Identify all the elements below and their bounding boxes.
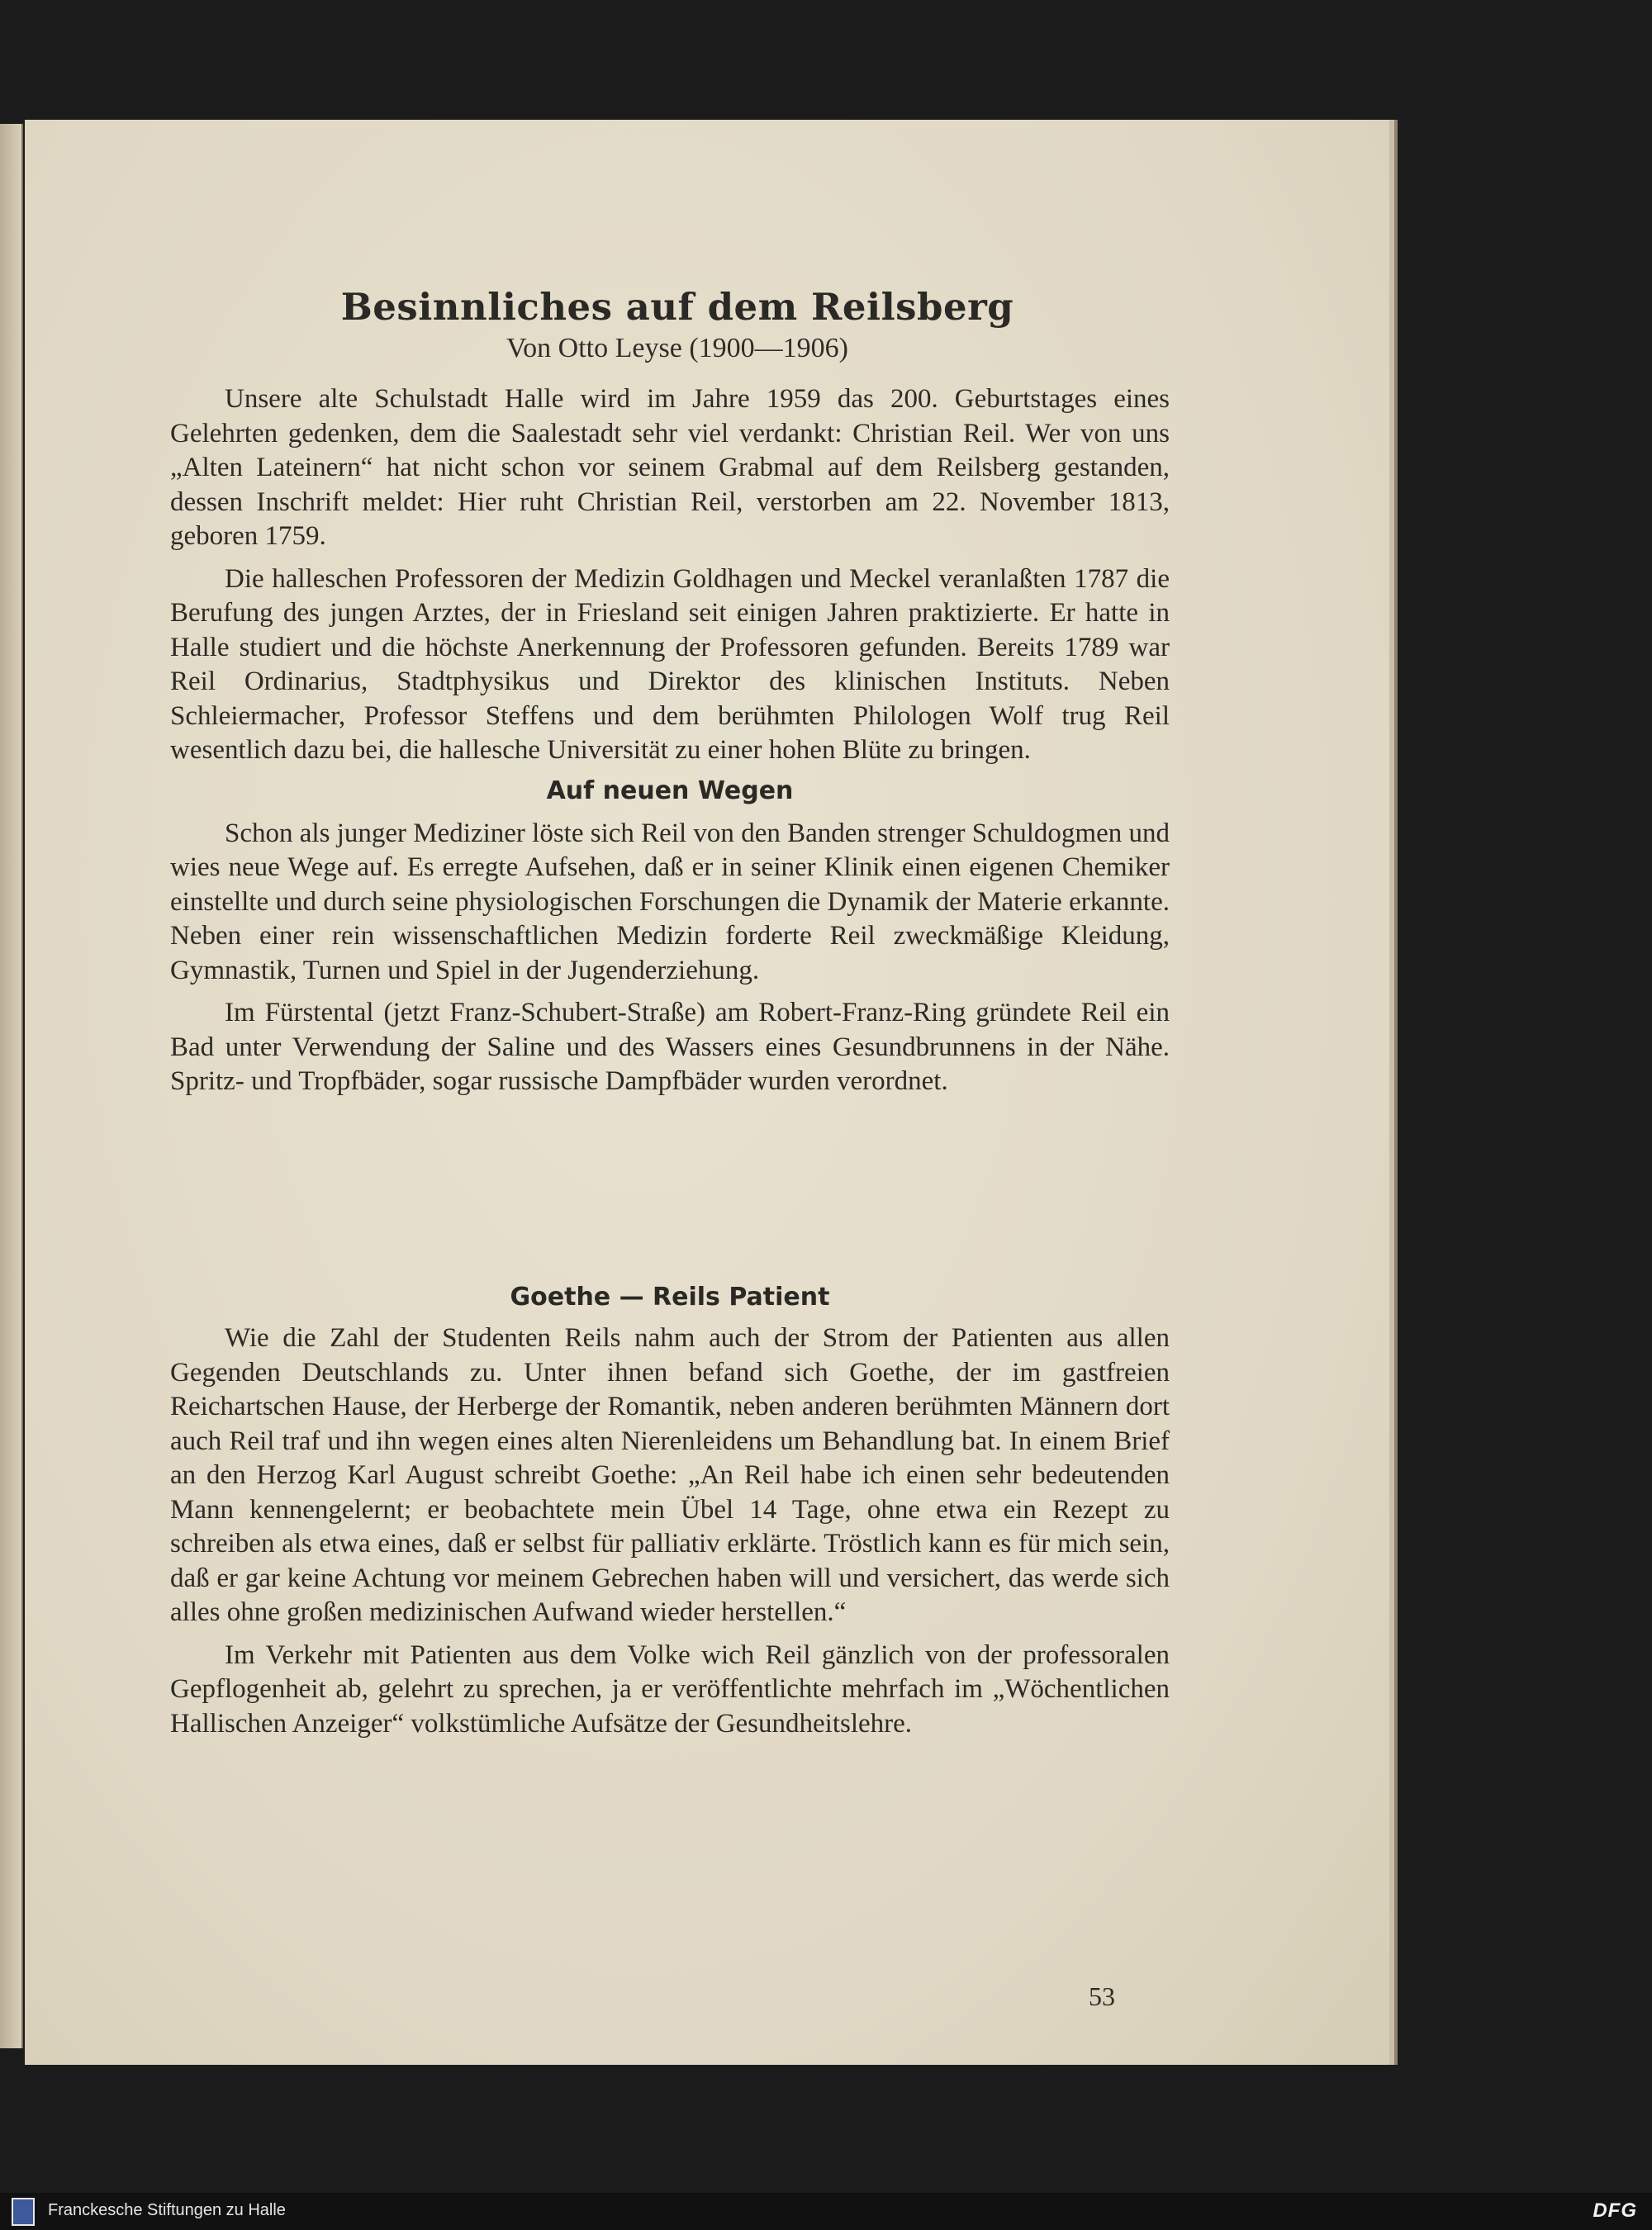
paragraph: Die halleschen Professoren der Medizin Goldhagen und Meckel veranlaßten 1787 die Berufung des jungen Arztes, der in Friesland seit einigen Jahren praktizierte. Er hatte in Halle studiert und die höchste Anerkennung der Professoren gefunden. Bereits 1789 war Reil Ordinarius, Stadtphysikus und Direktor des klinischen Instituts. Neben Schleiermacher, Professor Steffens und dem berühmten Philologen Wolf trug Reil wesentlich dazu bei, die hallesche Universität zu einer hohen Blüte zu bringen. <box>170 563 1170 765</box>
body-column-1 <box>170 382 1170 1108</box>
institution-logo-icon <box>12 2198 35 2226</box>
viewer-footer-bar <box>0 2193 1652 2230</box>
page-number: 53 <box>1089 1981 1115 2011</box>
institution-name: Franckesche Stiftungen zu Halle <box>48 2201 286 2219</box>
body-column-2 <box>170 1283 1170 1749</box>
paragraph: Im Fürstental (jetzt Franz-Schubert-Straße) am Robert-Franz-Ring gründete Reil ein Bad unter Verwendung der Saline und des Wassers eines Gesundbrunnens in der Nähe. Spritz- und Tropfbäder, sogar russische Dampfbäder wurden verordnet. <box>170 998 1170 1096</box>
paragraph: Wie die Zahl der Studenten Reils nahm auch der Strom der Patienten aus allen Gegenden Deutschlands zu. Unter ihnen befand sich Goethe, der im gastfreien Reichartschen Hause, der Herberge der Romantik, neben anderen berühmten Männern dort auch Reil traf und ihn wegen eines alten Nierenleidens um Behandlung bat. In einem Brief an den Herzog Karl August schreibt Goethe: „An Reil habe ich einen sehr bedeutenden Mann kennengelernt; er beobachtete mein Übel 14 Tage, ohne etwa ein Rezept zu schreiben als etwa eines, daß er selbst für palliativ erklärte. Tröstlich kann es für mich sein, daß er gar keine Achtung vor meinem Gebrechen haben will und versichert, das werde sich alles ohne großen medizinischen Aufwand wieder herstellen.“ <box>170 1323 1170 1627</box>
paragraph: Im Verkehr mit Patienten aus dem Volke wich Reil gänzlich von der professoralen Gepflogenheit ab, gelehrt zu sprechen, ja er veröffentlichte mehrfach im „Wöchentlichen Hallischen Anzeiger“ volkstümliche Aufsätze der Gesundheitslehre. <box>170 1639 1170 1739</box>
paragraph: Unsere alte Schulstadt Halle wird im Jahre 1959 das 200. Geburtstages eines Gelehrten gedenken, dem die Saalestadt sehr viel verdankt: Christian Reil. Wer von uns „Alten Lateinern“ hat nicht schon vor seinem Grabmal auf dem Reilsberg gestanden, dessen Inschrift meldet: Hier ruht Christian Reil, verstorben am 22. November 1813, geboren 1759. <box>170 384 1170 551</box>
article-title: Besinnliches auf dem Reilsberg <box>340 285 1014 329</box>
section-heading: Auf neuen Wegen <box>546 776 794 805</box>
article-byline: Von Otto Leyse (1900—1906) <box>506 333 848 363</box>
scanned-page <box>25 120 1389 2065</box>
paragraph: Schon als junger Mediziner löste sich Reil von den Banden strenger Schuldogmen und wies neue Wege auf. Es erregte Aufsehen, daß er in seiner Klinik einen eigenen Chemiker einstellte und durch seine physiologischen Forschungen die Dynamik der Materie erkannte. Neben einer rein wissenschaftlichen Medizin forderte Reil zweckmäßige Kleidung, Gymnastik, Turnen und Spiel in der Jugenderziehung. <box>170 818 1170 985</box>
section-heading: Goethe — Reils Patient <box>510 1283 830 1312</box>
dfg-logo: DFG <box>1593 2199 1637 2222</box>
previous-page-edge <box>0 124 23 2048</box>
